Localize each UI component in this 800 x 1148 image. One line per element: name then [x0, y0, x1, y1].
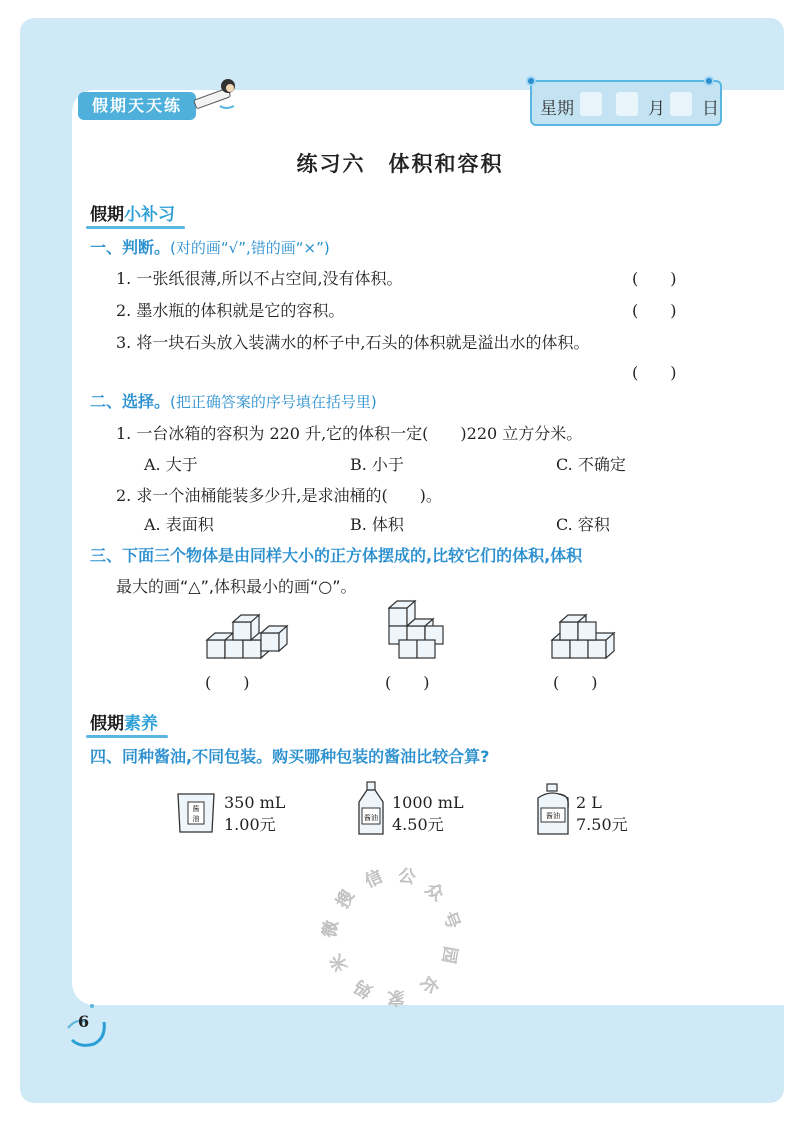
svg-text:妈: 妈 — [351, 975, 376, 1002]
section-tag-review — [90, 200, 175, 225]
answer-paren[interactable]: ( ) — [632, 363, 677, 382]
section-underline — [86, 226, 185, 229]
q2-note: (把正确答案的序号填在括号里) — [170, 393, 377, 411]
svg-text:米: 米 — [326, 950, 353, 975]
answer-paren[interactable]: ( ) — [385, 673, 430, 692]
svg-text:园: 园 — [437, 944, 461, 965]
question-4-heading: 四、同种酱油,不同包装。购买哪种包装的酱油比较合算? — [90, 747, 490, 766]
section-tag-prefix: 假期 — [90, 714, 124, 734]
question-3-line-1 — [90, 543, 582, 566]
section-tag-literacy — [90, 709, 158, 734]
option-b[interactable]: B. 小于 — [350, 455, 404, 474]
day-label: 日 — [702, 99, 719, 119]
q2-item-2-stem: 2. 求一个油桶能装多少升,是求油桶的( )。 — [116, 486, 442, 505]
svg-text:公: 公 — [396, 865, 417, 889]
svg-text:众: 众 — [421, 879, 448, 906]
q1-item-3: 3. 将一块石头放入装满水的杯子中,石头的体积就是溢出水的体积。 — [116, 333, 590, 352]
cube-figure-1 — [205, 612, 295, 662]
soy-sauce-jug-icon — [532, 782, 574, 838]
q1-item-2: 2. 墨水瓶的体积就是它的容积。 — [116, 301, 345, 320]
option-c[interactable]: C. 容积 — [556, 515, 610, 534]
day-blank[interactable] — [670, 92, 692, 116]
svg-text:搜: 搜 — [332, 887, 359, 912]
svg-text:家: 家 — [387, 987, 405, 1007]
week-label: 星期 — [540, 99, 574, 119]
watermark-stamp — [318, 862, 468, 1012]
option-a[interactable]: A. 表面积 — [144, 515, 214, 534]
question-1-heading — [90, 235, 330, 258]
product-2-volume: 1000 mL — [392, 793, 464, 812]
week-blank[interactable] — [580, 92, 602, 116]
cube-figure-2 — [385, 598, 465, 662]
answer-paren[interactable]: ( ) — [632, 269, 677, 288]
product-3-info — [576, 792, 628, 836]
page-number: 6 — [78, 1012, 90, 1031]
q1-title: 一、判断。 — [90, 238, 171, 257]
question-2-heading — [90, 389, 377, 412]
month-blank[interactable] — [616, 92, 638, 116]
answer-paren[interactable]: ( ) — [205, 673, 250, 692]
section-tag-suffix: 小补习 — [124, 205, 175, 225]
cube-figure-3 — [548, 612, 628, 662]
pin-icon — [704, 76, 714, 86]
question-3-line-2: 最大的画“△”,体积最小的画“○”。 — [116, 577, 357, 596]
option-b[interactable]: B. 体积 — [350, 515, 404, 534]
q3-text: 三、下面三个物体是由同样大小的正方体摆成的,比较它们的体积,体积 — [90, 546, 583, 565]
svg-text:微: 微 — [319, 919, 343, 940]
svg-text:号: 号 — [438, 908, 464, 932]
jug-label-text: 酱油 — [546, 812, 560, 820]
bag-label-text: 油 — [192, 815, 200, 823]
page-wave-icon — [64, 1000, 120, 1048]
section-tag-suffix: 素养 — [124, 714, 158, 734]
option-a[interactable]: A. 大于 — [144, 455, 198, 474]
date-box — [530, 80, 722, 126]
q1-item-1: 1. 一张纸很薄,所以不占空间,没有体积。 — [116, 269, 403, 288]
section-tag-prefix: 假期 — [90, 205, 124, 225]
svg-text:长: 长 — [416, 970, 443, 997]
option-c[interactable]: C. 不确定 — [556, 455, 626, 474]
product-3-volume: 2 L — [576, 793, 602, 812]
bag-label-text: 酱 — [192, 805, 200, 813]
q1-note: (对的画“√”,错的画“×”) — [170, 239, 330, 257]
section-underline — [86, 735, 168, 738]
product-3-price: 7.50元 — [576, 815, 628, 834]
page-title: 练习六 体积和容积 — [296, 152, 504, 176]
q2-title: 二、选择。 — [90, 392, 171, 411]
product-2-price: 4.50元 — [392, 815, 444, 834]
pin-icon — [526, 76, 536, 86]
product-1-price: 1.00元 — [224, 815, 276, 834]
answer-paren[interactable]: ( ) — [632, 301, 677, 320]
month-label: 月 — [648, 99, 665, 119]
product-1-info — [224, 792, 285, 836]
soy-sauce-bottle-icon — [354, 780, 388, 838]
product-2-info — [392, 792, 464, 836]
brand-banner: 假期天天练 — [78, 92, 196, 120]
product-1-volume: 350 mL — [224, 793, 286, 812]
svg-text:信: 信 — [361, 866, 386, 893]
answer-paren[interactable]: ( ) — [553, 673, 598, 692]
soy-sauce-bag-icon — [174, 790, 218, 836]
bottle-label-text: 酱油 — [364, 814, 378, 822]
q2-item-1-stem: 1. 一台冰箱的容积为 220 升,它的体积一定( )220 立方分米。 — [116, 424, 583, 443]
pencil-boy-icon — [190, 76, 242, 114]
